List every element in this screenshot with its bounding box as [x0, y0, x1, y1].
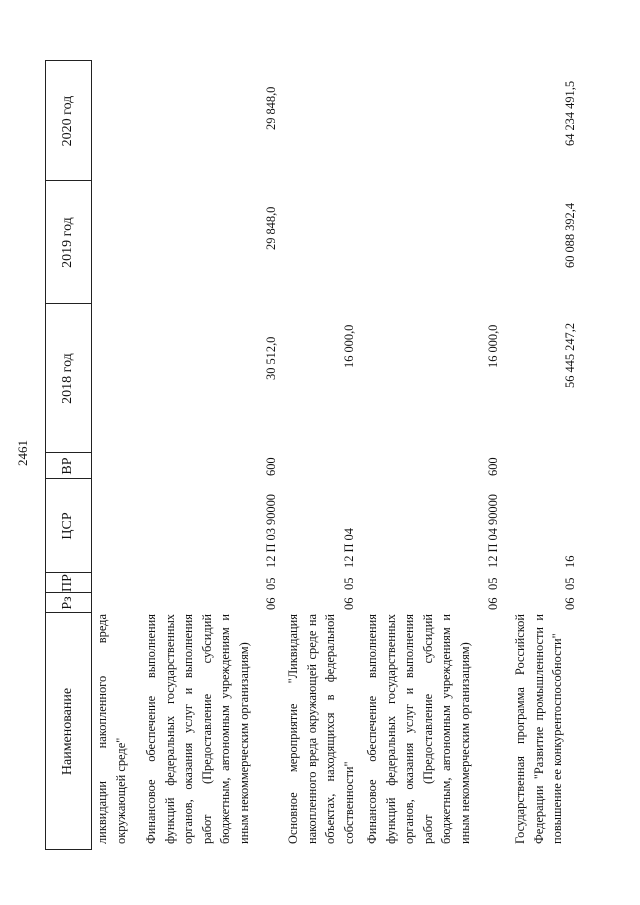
row-vr: 600 — [264, 457, 278, 476]
row-2018: 16 000,0 — [342, 324, 356, 368]
header-2020: 2020 год — [60, 95, 75, 147]
row-pr: 05 — [264, 577, 278, 590]
row-csr: 12 П 04 90000 — [486, 494, 500, 568]
row-pr: 05 — [486, 577, 500, 590]
header-rz: Рз — [60, 596, 75, 610]
row-name: Государственная программа Российской Федерации "Развитие промышленности и повышение ее конкурентоспособности" — [513, 614, 565, 844]
row-2020: 29 848,0 — [264, 86, 278, 130]
row-name: ликвидации накопленного вреда окружающей среде" — [95, 614, 128, 844]
row-name: Финансовое обеспечение выполнения функций федеральных государственных органов, оказания услуг и выполнения работ (Предоставление субсидий бюджетным, автономным учреждениям и иным некоммерческим организациям) — [144, 614, 251, 844]
row-csr: 16 — [563, 555, 577, 568]
page-number: 2461 — [15, 440, 30, 466]
header-2018: 2018 год — [60, 353, 75, 404]
row-pr: 05 — [342, 577, 356, 590]
row-rz: 06 — [563, 597, 577, 610]
header-name: Наименование — [60, 687, 75, 776]
row-rz: 06 — [264, 597, 278, 610]
header-bottom-border — [91, 60, 92, 850]
header-csr: ЦСР — [60, 512, 75, 540]
row-2018: 56 445 247,2 — [563, 322, 577, 388]
row-2020: 64 234 491,5 — [563, 80, 577, 146]
header-vr: ВР — [60, 457, 75, 475]
row-name: Финансовое обеспечение выполнения функций федеральных государственных органов, оказания услуг и выполнения работ (Предоставление субсидий бюджетным, автономным учреждениям и иным некоммерческим организациям) — [365, 614, 472, 844]
header-pr: ПР — [60, 574, 75, 592]
row-2019: 60 088 392,4 — [563, 202, 577, 268]
row-csr: 12 П 03 90000 — [264, 494, 278, 568]
row-vr: 600 — [486, 457, 500, 476]
row-pr: 05 — [563, 577, 577, 590]
row-2018: 16 000,0 — [486, 324, 500, 368]
budget-table — [45, 60, 593, 850]
row-2018: 30 512,0 — [264, 336, 278, 380]
row-rz: 06 — [486, 597, 500, 610]
row-csr: 12 П 04 — [342, 528, 356, 568]
row-name: Основное мероприятие "Ликвидация накопленного вреда окружающей среде на объектах, находящихся в федеральной собственности" — [286, 614, 356, 844]
header-2019: 2019 год — [60, 217, 75, 268]
row-rz: 06 — [342, 597, 356, 610]
row-2019: 29 848,0 — [264, 206, 278, 250]
